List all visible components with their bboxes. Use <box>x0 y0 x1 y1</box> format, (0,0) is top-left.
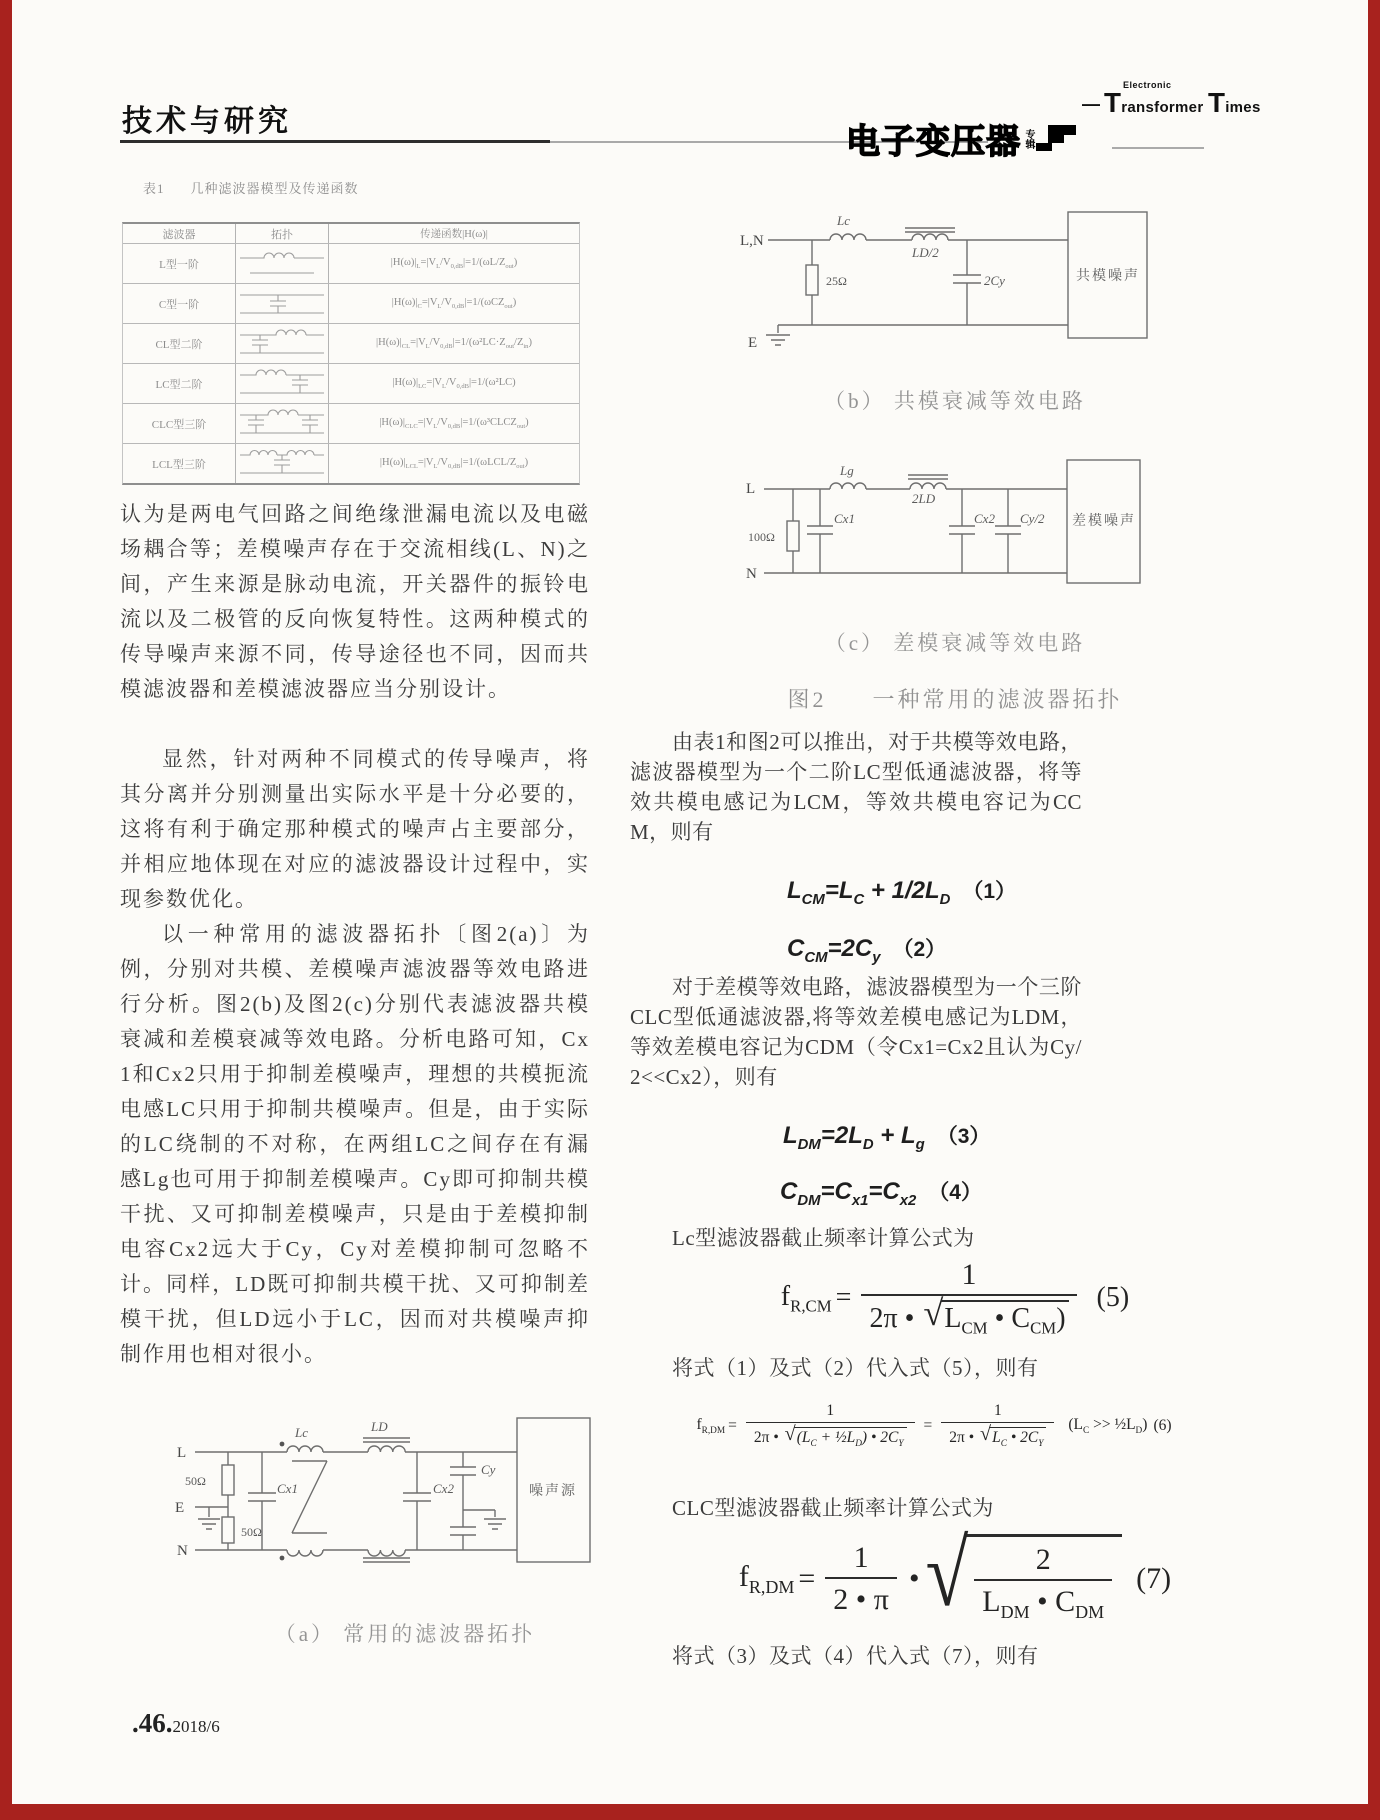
col-header-topology: 拓扑 <box>235 224 329 243</box>
col-header-filter: 滤波器 <box>162 228 196 241</box>
equation-6-lhs <box>696 1416 725 1436</box>
equation-7 <box>738 1520 1172 1626</box>
resistor-label: 100Ω <box>748 530 775 544</box>
resistor-50ohm-bottom <box>222 1507 262 1550</box>
journal-logo-cn-text: 电子变压器 <box>846 123 1021 161</box>
topology-cell <box>235 444 329 483</box>
eq7-dot: • <box>908 1561 920 1595</box>
topology-cell <box>235 364 329 403</box>
eq6-den1-pre: 2π • <box>753 1429 783 1446</box>
node-label-ln: L,N <box>740 233 764 249</box>
equation-5 <box>740 1258 1170 1339</box>
eq6-radicand-1: ($L_C$ + $\frac{1}{2}L_D$) • $2C_Y$ <box>794 1427 907 1449</box>
topology-lcl-icon <box>240 449 324 479</box>
earth-branch <box>175 1500 228 1529</box>
eq6-equals: = <box>728 1416 737 1434</box>
resistor-25ohm <box>806 240 847 325</box>
common-mode-noise-box <box>1068 212 1147 338</box>
capacitor-2cy <box>953 240 1005 325</box>
eq5-equals: = <box>835 1282 852 1314</box>
node-label-e: E <box>748 335 758 351</box>
rail-l <box>746 481 1067 497</box>
capacitor-cy-branch <box>450 1452 506 1550</box>
header-rule-dark <box>120 140 550 143</box>
eq7-root <box>925 1520 1122 1626</box>
table-row <box>123 283 579 323</box>
journal-name-main <box>1104 87 1261 118</box>
equation-5-number: (5) <box>1096 1282 1130 1314</box>
eq5-f: f <box>780 1280 791 1312</box>
journal-logo-en <box>1082 80 1261 119</box>
eq6-f-sub: R,DM <box>701 1425 726 1436</box>
transfer-function: $|H(\omega)|_{LC}=|V_L/V_{0,dB}|=1/(\omega^2LC)$ <box>392 376 516 391</box>
topology-cell <box>235 244 329 283</box>
journal-word-1: Transformer <box>1104 87 1204 118</box>
inductor-lg <box>830 463 866 489</box>
eq7-numerator-1: 1 <box>853 1540 869 1574</box>
inductor-label: Lc <box>837 213 850 228</box>
table1 <box>122 222 580 485</box>
scan-edge-bottom <box>0 1804 1380 1820</box>
paragraph-separate-measure: 显然，针对两种不同模式的传导噪声，将其分离并分别测量出实际水平是十分必要的，这将有利于确定那种模式的噪声占主要部分，并相应地体现在对应的滤波器设计过程中，实现参数优化。 <box>120 747 590 911</box>
equation-4-body: $C_{DM}=C_{x1}=C_{x2}$ <box>780 1178 917 1209</box>
filter-name: LCL型三阶 <box>152 458 206 471</box>
capacitor-label: Cx2 <box>974 511 995 526</box>
resistor-label: 25Ω <box>826 274 847 288</box>
eq6-numerator-2: 1 <box>993 1402 1002 1419</box>
resistor-100ohm <box>748 489 799 573</box>
box-label: 共模噪声 <box>1076 269 1140 284</box>
eq7-f: f <box>738 1559 749 1593</box>
figure-c-caption: （c） 差模衰减等效电路 <box>824 631 1086 655</box>
capacitor-label: Cy/2 <box>1020 511 1045 526</box>
capacitor-label: Cx1 <box>277 1481 298 1496</box>
equation-3-body: $L_{DM}=2L_D + L_g$ <box>783 1122 925 1153</box>
equation-6-number: (6) <box>1153 1416 1172 1434</box>
equation-4 <box>780 1176 982 1209</box>
capacitor-label: 2Cy <box>984 273 1005 288</box>
transfer-function: $|H(\omega)|_C=|V_L/V_{0,dB}|=1/(\omega CZ_{out})$ <box>391 296 517 311</box>
topology-cell <box>235 324 329 363</box>
paragraph-cm-model: 由表1和图2可以推出，对于共模等效电路，滤波器模型为一个二阶LC型低通滤波器，将等效共模电感记为LCM，等效共模电容记为CCM，则有 <box>630 730 1082 844</box>
eq5-numerator: 1 <box>961 1258 977 1291</box>
equation-7-number: (7) <box>1136 1561 1172 1595</box>
scan-edge-right <box>1368 0 1380 1820</box>
box-label: 差模噪声 <box>1072 514 1136 529</box>
node-label-e: E <box>175 1500 185 1516</box>
radical-icon: √ <box>980 1423 992 1445</box>
eq6-equals-2: = <box>923 1416 933 1434</box>
issue-number: 2018/6 <box>172 1717 220 1736</box>
node-label-l: L <box>746 481 756 497</box>
node-label-l: L <box>177 1445 187 1461</box>
paragraph-topology-analysis: 以一种常用的滤波器拓扑〔图2(a)〕为例，分别对共模、差模噪声滤波器等效电路进行分析。图2(b)及图2(c)分别代表滤波器共模衰减和差模衰减等效电路。分析电路可知，Cx1和Cx2只用于抑制差模噪声，理想的共模扼流电感LC只用于抑制共模噪声。但是，由于实际的LC绕制的不对称，在两组LC之间存在有漏感Lg也可用于抑制差模噪声。Cy即可抑制共模干扰、又可抑制差模噪声，只是由于差模抑制电容Cx2远大于Cy，Cy对差模抑制可忽略不计。同样，LD既可抑制共模干扰、又可抑制差模干扰，但LD远小于LC，因而对共模噪声抑制作用也相对很小。 <box>120 922 590 1366</box>
box-label: 噪声源 <box>529 1484 577 1499</box>
eq6-numerator-1: 1 <box>826 1402 835 1419</box>
resistor-label: 50Ω <box>241 1525 262 1539</box>
eq7-fraction-1 <box>825 1541 897 1617</box>
capacitor-label: Cx2 <box>433 1481 454 1496</box>
circuit-c-differential-mode-equivalent <box>740 455 1150 590</box>
filter-name: CL型二阶 <box>155 338 203 351</box>
node-label-n: N <box>177 1543 188 1559</box>
rail-n <box>746 566 1067 582</box>
equation-3 <box>783 1120 990 1153</box>
table-row <box>123 403 579 443</box>
eq5-fraction <box>861 1258 1076 1339</box>
filter-name: L型一阶 <box>159 258 199 271</box>
table-row <box>123 243 579 283</box>
eq7-fraction-2 <box>974 1543 1112 1623</box>
paragraph-noise-sources: 认为是两电气回路之间绝缘泄漏电流以及电磁场耦合等；差模噪声存在于交流相线(L、N)之间，产生来源是脉动电流，开关器件的振铃电流以及二极管的反向恢复特性。这两种模式的传导噪声来源不同，传导途径也不同，因而共模滤波器和差模滤波器应当分别设计。 <box>120 502 590 701</box>
topology-cell <box>235 284 329 323</box>
rail-ln <box>740 233 1068 249</box>
topology-cl-icon <box>240 329 324 359</box>
journal-logo-cn-sub: 专辑 <box>1023 128 1034 149</box>
resistor-label: 50Ω <box>185 1474 206 1488</box>
radical-icon: √ <box>925 1520 969 1626</box>
equation-5-lhs <box>781 1281 832 1317</box>
journal-word-2: Times <box>1207 87 1261 118</box>
rail-bottom <box>748 325 1068 351</box>
equation-2-number: （2） <box>892 938 947 961</box>
eq7-denominator-1: 2 • π <box>825 1577 897 1617</box>
figure2-title: 一种常用的滤波器拓扑 <box>872 687 1123 712</box>
text-clc-cutoff-intro: CLC型滤波器截止频率计算公式为 <box>672 1496 994 1520</box>
table1-caption <box>143 178 359 197</box>
equation-1-body: $L_{CM}=L_C + 1/2L_D$ <box>787 877 951 908</box>
table-row <box>123 363 579 403</box>
filter-name: LC型二阶 <box>155 378 203 391</box>
inductor-ld2 <box>905 228 955 260</box>
col-header-transfer: 传递函数|H(ω)| <box>420 229 488 240</box>
transfer-function: $|H(\omega)|_{LCL}=|V_L/V_{0,dB}|=1/(\omega LCL/Z_{out})$ <box>379 456 529 471</box>
radical-icon: √ <box>923 1293 944 1333</box>
figure2-label: 图2 <box>787 687 827 712</box>
table-row <box>123 323 579 363</box>
eq5-radicand: $L_{CM}$ • $C_{CM}$) <box>941 1300 1068 1339</box>
table-header-row <box>123 224 579 243</box>
topology-shunt-c-icon <box>240 289 324 319</box>
figure-a-caption: （a） 常用的滤波器拓扑 <box>274 1622 536 1646</box>
figure-b-caption: （b） 共模衰减等效电路 <box>824 389 1086 413</box>
eq6-fraction-2 <box>941 1402 1054 1449</box>
text-substitute-1-2-into-5: 将式（1）及式（2）代入式（5），则有 <box>672 1356 1039 1380</box>
logo-steps-icon <box>1036 125 1076 153</box>
inductor-label: LD/2 <box>912 245 939 260</box>
equation-2 <box>787 933 946 966</box>
page-number: .46. <box>132 1708 173 1738</box>
paragraph-dm-model: 对于差模等效电路，滤波器模型为一个三阶CLC型低通滤波器,将等效差模电感记为LDM，等效差模电容记为CDM（令Cx1=Cx2且认为Cy/2<<Cx2），则有 <box>630 975 1082 1089</box>
journal-logo-en-text <box>1104 80 1261 119</box>
equation-1 <box>787 875 1016 908</box>
topology-clc-icon <box>240 409 324 439</box>
filter-name: C型一阶 <box>158 298 200 311</box>
noise-source-box <box>517 1418 590 1562</box>
figure2-caption <box>780 683 1130 714</box>
transfer-function: $|H(\omega)|_{CL}=|V_L/V_{0,dB}|=1/(\omega^2LC\cdot Z_{out}/Z_{in})$ <box>376 336 532 351</box>
table1-title: 几种滤波器模型及传递函数 <box>190 181 359 196</box>
page-footer <box>132 1708 220 1739</box>
equation-7-lhs <box>739 1560 795 1598</box>
resistor-50ohm-top <box>185 1452 234 1507</box>
journal-logo-cn <box>846 114 1076 163</box>
eq7-numerator-2: 2 <box>1035 1543 1051 1576</box>
header-rule-right <box>1112 147 1204 149</box>
text-lc-cutoff-intro: Lc型滤波器截止频率计算公式为 <box>672 1226 975 1250</box>
inductor-ld <box>363 1419 410 1562</box>
eq5-den-pre: 2π • <box>869 1303 922 1334</box>
table-row <box>123 443 579 483</box>
equation-3-number: （3） <box>936 1125 991 1148</box>
eq6-fraction-1 <box>746 1402 915 1449</box>
text-substitute-3-4-into-7: 将式（3）及式（4）代入式（7），则有 <box>672 1644 1039 1668</box>
topology-lc-icon <box>240 369 324 399</box>
eq7-radicand <box>964 1534 1122 1623</box>
inductor-2ld <box>908 475 948 506</box>
capacitor-label: Cx1 <box>834 511 855 526</box>
circuit-b-common-mode-equivalent <box>740 205 1160 370</box>
capacitor-cy2 <box>995 489 1045 573</box>
eq5-denominator <box>861 1294 1076 1339</box>
topology-series-l-icon <box>240 249 324 279</box>
transfer-function: $|H(\omega)|_{CLC}=|V_L/V_{0,dB}|=1/(\omega^3CLCZ_{out})$ <box>379 416 529 431</box>
capacitor-label: Cy <box>481 1462 496 1477</box>
equation-6 <box>628 1402 1240 1449</box>
eq7-denominator-2: $L_{DM}$ • $C_{DM}$ <box>974 1579 1112 1623</box>
table1-label: 表1 <box>143 181 165 196</box>
choke-label: Lc <box>295 1425 308 1440</box>
logo-dash: — <box>1082 94 1100 114</box>
journal-name-small: Electronic <box>1123 80 1172 90</box>
capacitor-cx1 <box>807 489 855 573</box>
inductor-label: Lg <box>840 463 854 478</box>
inductor-label: LD <box>371 1419 388 1434</box>
scan-edge-left <box>0 0 12 1820</box>
eq7-f-sub: R,DM <box>748 1576 795 1597</box>
eq7-equals: = <box>798 1561 816 1595</box>
eq6-den2-pre: 2π • <box>949 1429 979 1446</box>
eq6-f: f <box>696 1415 702 1433</box>
eq6-denominator-2 <box>941 1422 1054 1449</box>
radical-icon: √ <box>784 1423 796 1445</box>
differential-mode-noise-box <box>1067 460 1140 583</box>
eq6-denominator-1 <box>746 1422 915 1449</box>
equation-1-number: （1） <box>962 880 1017 903</box>
eq6-condition: ($L_C$ >> $\frac{1}{2}L_D$) <box>1068 1415 1148 1436</box>
circuit-a-common-filter-topology <box>165 1405 605 1653</box>
eq5-f-sub: R,CM <box>790 1296 832 1316</box>
eq6-radicand-2: $L_C$ • $2C_Y$ <box>989 1427 1046 1449</box>
topology-cell <box>235 404 329 443</box>
node-label-n: N <box>746 566 757 582</box>
section-title: 技术与研究 <box>122 105 292 138</box>
equation-2-body: $C_{CM}=2C_y$ <box>787 935 881 966</box>
capacitor-cx2 <box>949 489 995 573</box>
capacitor-cx2 <box>403 1452 454 1550</box>
equation-4-number: （4） <box>928 1181 982 1204</box>
inductor-label: 2LD <box>912 491 936 506</box>
inductor-lc <box>830 213 866 240</box>
filter-name: CLC型三阶 <box>151 418 207 431</box>
transfer-function: $|H(\omega)|_L=|V_L/V_{0,dB}|=1/(\omega L/Z_{out})$ <box>390 256 518 271</box>
